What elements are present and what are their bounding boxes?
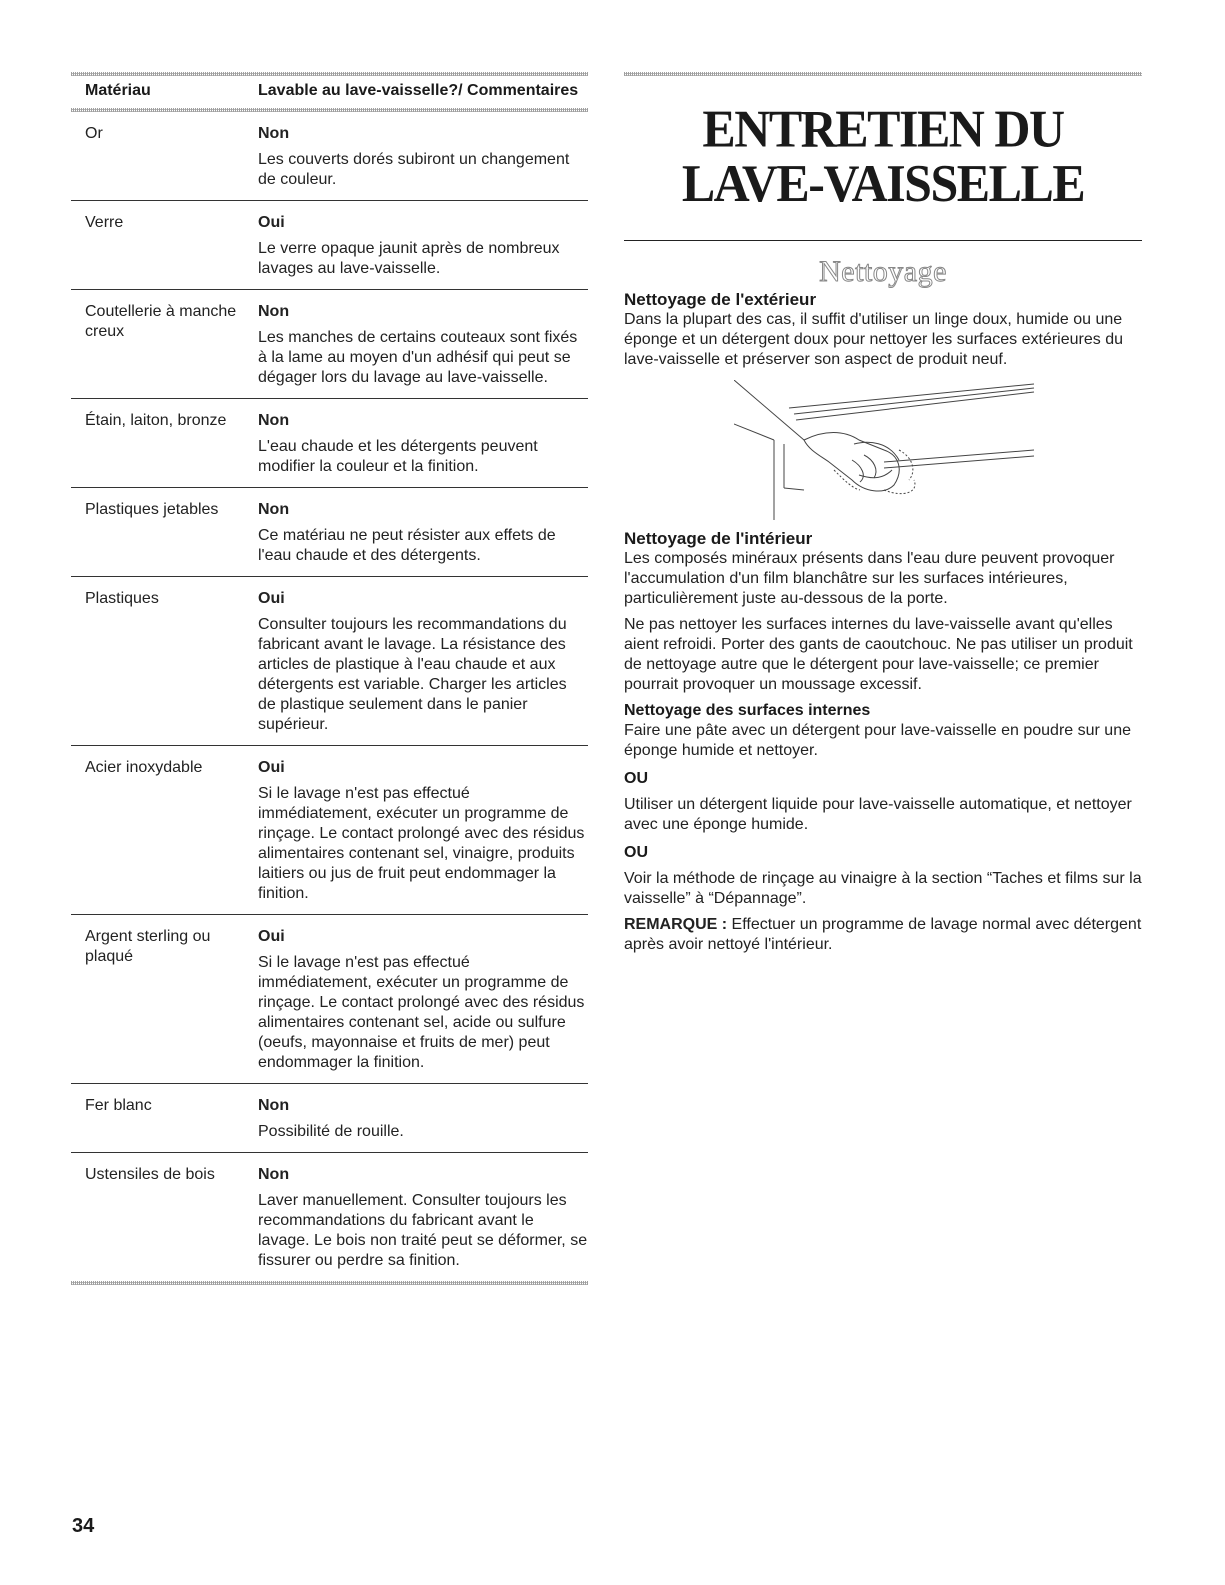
table-row — [71, 1153, 588, 1281]
comment-cell — [258, 302, 588, 388]
material-cell: Or — [85, 125, 103, 142]
comment-cell — [258, 927, 588, 1073]
comment-cell — [258, 589, 588, 735]
comment-text: L'eau chaude et les détergents peuvent modifier la couleur et la finition. — [258, 438, 538, 475]
exterior-text: Dans la plupart des cas, il suffit d'utiliser un linge doux, humide ou une éponge et un détergent doux pour nettoyer les surfaces extérieures du lave-vaisselle et préserver son aspect de produit neuf. — [624, 311, 1123, 368]
comment-text: Possibilité de rouille. — [258, 1123, 404, 1140]
table-row — [71, 399, 588, 488]
or-separator: OU — [624, 770, 648, 787]
comment-text: Consulter toujours les recommandations du fabricant avant le lavage. La résistance des articles de plastique à l'eau chaude et aux détergents est variable. Charger les articles de plastique seulement dans le panier supérieur. — [258, 616, 567, 733]
internal-step-3: Voir la méthode de rinçage au vinaigre à la section “Taches et films sur la vaisselle” à “Dépannage”. — [624, 870, 1142, 907]
table-row — [71, 915, 588, 1084]
comment-text: Le verre opaque jaunit après de nombreux lavages au lave-vaisselle. — [258, 240, 560, 277]
note — [624, 915, 1142, 955]
table-row — [71, 488, 588, 577]
header-rule — [71, 108, 588, 112]
interior-paragraph-2: Ne pas nettoyer les surfaces internes du lave-vaisselle avant qu'elles aient refroidi. Porter des gants de caoutchouc. Ne pas utiliser un produit de nettoyage autre que le détergent pour lave-vaisselle; ce premier pourrait provoquer un moussage excessif. — [624, 616, 1133, 693]
verdict: Non — [258, 1097, 290, 1114]
verdict: Non — [258, 303, 290, 320]
exterior-heading: Nettoyage de l'extérieur — [624, 290, 817, 309]
table-row — [71, 112, 588, 201]
internal-surfaces-heading: Nettoyage des surfaces internes — [624, 702, 871, 719]
verdict: Non — [258, 501, 290, 518]
materials-table — [71, 72, 588, 1285]
table-row — [71, 1084, 588, 1153]
title-line-1: ENTRETIEN DU — [702, 99, 1064, 159]
comment-cell — [258, 213, 588, 279]
verdict: Non — [258, 412, 290, 429]
cleaning-illustration — [734, 380, 1044, 520]
comment-text: Les couverts dorés subiront un changement de couleur. — [258, 151, 570, 188]
interior-heading: Nettoyage de l'intérieur — [624, 529, 813, 548]
verdict: Oui — [258, 759, 285, 776]
material-cell: Verre — [85, 214, 124, 231]
comment-text: Les manches de certains couteaux sont fixés à la lame au moyen d'un adhésif qui peut se dégager lors du lavage au lave-vaisselle. — [258, 329, 578, 386]
header-comments: Lavable au lave-vaisselle?/ Commentaires — [258, 82, 579, 99]
comment-text: Laver manuellement. Consulter toujours les recommandations du fabricant avant le lavage. Le bois non traité peut se déformer, se fissurer ou perdre sa finition. — [258, 1192, 588, 1269]
material-cell: Fer blanc — [85, 1097, 152, 1114]
material-cell: Argent sterling ou plaqué — [85, 928, 211, 965]
material-cell: Coutellerie à manche creux — [85, 303, 237, 340]
comment-text: Si le lavage n'est pas effectué immédiatement, exécuter un programme de rinçage. Le contact prolongé avec des résidus alimentaires contenant sel, acide ou sulfure (oeufs, mayonnaise et fruits de mer) peut endommager la finition. — [258, 954, 585, 1071]
verdict: Non — [258, 125, 290, 142]
note-text: Effectuer un programme de lavage normal avec détergent après avoir nettoyé l'intérieur. — [624, 916, 1142, 953]
material-cell: Plastiques — [85, 590, 159, 607]
table-header — [71, 76, 588, 108]
page-title — [624, 99, 1142, 213]
material-cell: Plastiques jetables — [85, 501, 219, 518]
table-top-rule — [71, 72, 588, 76]
right-column — [624, 72, 1142, 955]
comment-text: Si le lavage n'est pas effectué immédiatement, exécuter un programme de rinçage. Le contact prolongé avec des résidus alimentaires contenant sel, vinaigre, produits laitiers ou jus de fruit peut endommager la finition. — [258, 785, 585, 902]
header-material: Matériau — [85, 82, 151, 99]
title-rule — [624, 240, 1142, 241]
comment-cell — [258, 500, 588, 566]
comment-cell — [258, 1165, 588, 1271]
section-title: Nettoyage — [819, 255, 947, 288]
table-row — [71, 290, 588, 399]
table-row — [71, 746, 588, 915]
table-row — [71, 201, 588, 290]
material-cell: Acier inoxydable — [85, 759, 203, 776]
comment-cell — [258, 758, 588, 904]
comment-cell — [258, 124, 588, 190]
interior-paragraph-1: Les composés minéraux présents dans l'eau dure peuvent provoquer l'accumulation d'un film blanchâtre sur les surfaces intérieures, particulièrement juste au-dessous de la porte. — [624, 550, 1115, 607]
verdict: Non — [258, 1166, 290, 1183]
verdict: Oui — [258, 590, 285, 607]
material-cell: Ustensiles de bois — [85, 1166, 215, 1183]
comment-cell — [258, 1096, 588, 1142]
table-bottom-rule — [71, 1281, 588, 1285]
verdict: Oui — [258, 928, 285, 945]
internal-step-1: Faire une pâte avec un détergent pour lave-vaisselle en poudre sur une éponge humide et nettoyer. — [624, 722, 1131, 759]
verdict: Oui — [258, 214, 285, 231]
material-cell: Étain, laiton, bronze — [85, 412, 227, 429]
comment-cell — [258, 411, 588, 477]
right-top-rule — [624, 72, 1142, 76]
internal-step-2: Utiliser un détergent liquide pour lave-vaisselle automatique, et nettoyer avec une éponge humide. — [624, 796, 1132, 833]
comment-text: Ce matériau ne peut résister aux effets de l'eau chaude et des détergents. — [258, 527, 556, 564]
page-number: 34 — [72, 1515, 95, 1537]
table-row — [71, 577, 588, 746]
or-separator: OU — [624, 844, 648, 861]
note-label: REMARQUE : — [624, 916, 728, 933]
title-line-2: LAVE-VAISSELLE — [681, 153, 1085, 213]
